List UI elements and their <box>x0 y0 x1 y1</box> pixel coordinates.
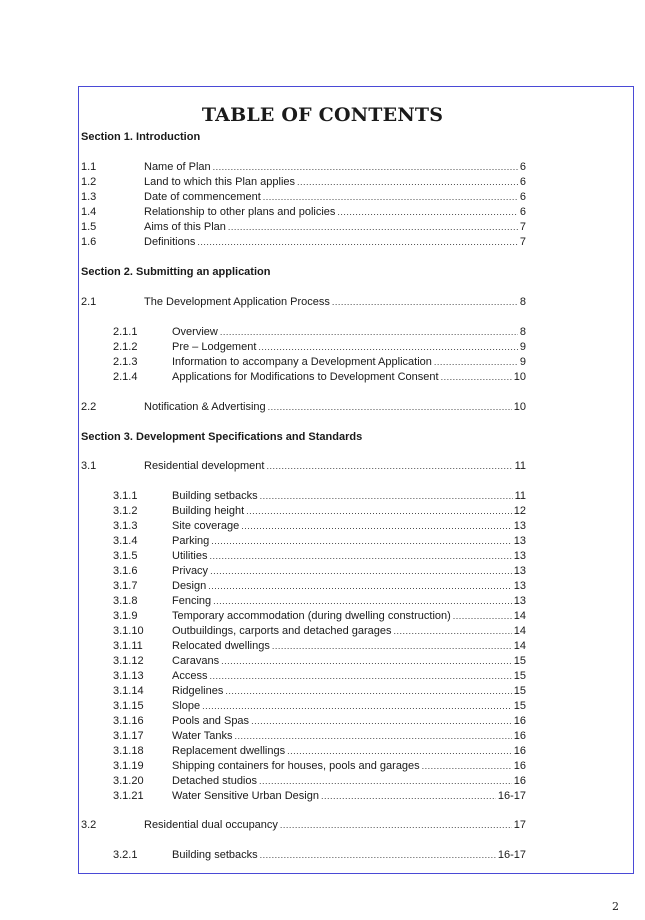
entry-title: Privacy <box>172 565 209 577</box>
entry-title: Access <box>172 670 208 682</box>
entry-page: 15 <box>513 700 526 712</box>
entry-page: 16 <box>513 730 526 742</box>
entry-page: 10 <box>513 401 526 413</box>
dot-leader <box>260 489 513 503</box>
toc-entry[interactable] <box>113 639 526 653</box>
toc-entry[interactable] <box>113 729 526 743</box>
dot-leader <box>259 774 512 788</box>
toc-entry[interactable] <box>81 235 526 249</box>
toc-entry[interactable] <box>113 744 526 758</box>
dot-leader <box>197 235 518 249</box>
dot-leader <box>209 669 511 683</box>
entry-page: 16-17 <box>497 849 526 861</box>
entry-title: Building height <box>172 505 245 517</box>
toc-entry[interactable] <box>113 594 526 608</box>
toc-entry[interactable] <box>113 579 526 593</box>
toc-entry[interactable] <box>81 205 526 219</box>
entry-page: 13 <box>513 550 526 562</box>
entry-number: 3.1.6 <box>113 565 138 577</box>
entry-title: Pre – Lodgement <box>172 341 257 353</box>
entry-page: 15 <box>513 655 526 667</box>
entry-page: 15 <box>513 670 526 682</box>
dot-leader <box>221 654 512 668</box>
entry-page: 11 <box>514 460 526 472</box>
entry-title: Definitions <box>144 236 196 248</box>
dot-leader <box>422 759 512 773</box>
toc-entry[interactable] <box>113 549 526 563</box>
entry-number: 1.3 <box>81 191 97 203</box>
entry-title: Building setbacks <box>172 490 258 502</box>
entry-number: 1.1 <box>81 161 97 173</box>
entry-title: Ridgelines <box>172 685 224 697</box>
entry-page: 9 <box>519 341 526 353</box>
entry-title: Design <box>172 580 207 592</box>
entry-page: 7 <box>519 221 526 233</box>
entry-title: Residential development <box>144 460 265 472</box>
toc-entry[interactable] <box>113 370 526 384</box>
toc-entry[interactable] <box>113 519 526 533</box>
entry-number: 3.1.12 <box>113 655 144 667</box>
entry-page: 6 <box>519 206 526 218</box>
dot-leader <box>272 639 512 653</box>
toc-entry[interactable] <box>113 684 526 698</box>
dot-leader <box>225 684 511 698</box>
dot-leader <box>280 818 512 832</box>
entry-number: 3.1.17 <box>113 730 144 742</box>
toc-entry[interactable] <box>113 340 526 354</box>
entry-number: 3.1 <box>81 460 97 472</box>
entry-title: Applications for Modifications to Development Consent <box>172 371 439 383</box>
toc-entry[interactable] <box>81 160 526 174</box>
toc-entry[interactable] <box>113 534 526 548</box>
entry-number: 3.1.20 <box>113 775 144 787</box>
dot-leader <box>321 789 496 803</box>
entry-title: Caravans <box>172 655 220 667</box>
entry-page: 14 <box>513 610 526 622</box>
dot-leader <box>202 699 512 713</box>
entry-title: Fencing <box>172 595 212 607</box>
entry-title: Water Sensitive Urban Design <box>172 790 319 802</box>
entry-number: 1.5 <box>81 221 97 233</box>
entry-page: 6 <box>519 176 526 188</box>
entry-page: 8 <box>519 296 526 308</box>
entry-number: 3.1.8 <box>113 595 138 607</box>
entry-title: Overview <box>172 326 218 338</box>
entry-page: 10 <box>513 371 526 383</box>
toc-entry[interactable] <box>113 654 526 668</box>
dot-leader <box>213 160 518 174</box>
entry-title: Temporary accommodation (during dwelling construction) <box>172 610 451 622</box>
entry-number: 3.1.11 <box>113 640 143 652</box>
entry-number: 2.1.3 <box>113 356 138 368</box>
dot-leader <box>241 519 511 533</box>
entry-number: 3.1.10 <box>113 625 144 637</box>
dot-leader <box>287 744 512 758</box>
entry-number: 2.2 <box>81 401 97 413</box>
entry-page: 6 <box>519 191 526 203</box>
entry-number: 2.1.1 <box>113 326 138 338</box>
entry-title: Information to accompany a Development Application <box>172 356 432 368</box>
entry-title: Slope <box>172 700 201 712</box>
entry-page: 13 <box>513 595 526 607</box>
entry-title: Shipping containers for houses, pools and garages <box>172 760 420 772</box>
dot-leader <box>260 848 496 862</box>
toc-entry[interactable] <box>81 400 526 414</box>
dot-leader <box>332 295 518 309</box>
entry-number: 2.1.2 <box>113 341 138 353</box>
dot-leader <box>297 175 518 189</box>
entry-number: 3.1.19 <box>113 760 144 772</box>
entry-title: Pools and Spas <box>172 715 250 727</box>
entry-number: 3.1.9 <box>113 610 138 622</box>
toc-entry[interactable] <box>113 759 526 773</box>
page-title: TABLE OF CONTENTS <box>201 104 444 126</box>
entry-title: Relocated dwellings <box>172 640 270 652</box>
dot-leader <box>258 340 517 354</box>
entry-page: 14 <box>513 640 526 652</box>
entry-title: Residential dual occupancy <box>144 819 278 831</box>
toc-entry[interactable] <box>81 459 526 473</box>
entry-number: 2.1 <box>81 296 97 308</box>
toc-entry[interactable] <box>113 609 526 623</box>
entry-page: 16 <box>513 745 526 757</box>
entry-page: 13 <box>513 565 526 577</box>
entry-number: 2.1.4 <box>113 371 138 383</box>
entry-number: 3.1.7 <box>113 580 138 592</box>
entry-number: 3.1.14 <box>113 685 144 697</box>
entry-number: 1.6 <box>81 236 97 248</box>
entry-page: 17 <box>513 819 526 831</box>
entry-page: 13 <box>513 580 526 592</box>
entry-number: 3.2.1 <box>113 849 138 861</box>
toc-entry[interactable] <box>113 325 526 339</box>
entry-title: Land to which this Plan applies <box>144 176 296 188</box>
toc-entry[interactable] <box>81 175 526 189</box>
entry-number: 3.2 <box>81 819 97 831</box>
entry-page: 14 <box>513 625 526 637</box>
entry-number: 3.1.18 <box>113 745 144 757</box>
toc-entry[interactable] <box>113 774 526 788</box>
entry-title: Outbuildings, carports and detached garages <box>172 625 392 637</box>
dot-leader <box>268 400 512 414</box>
dot-leader <box>220 325 518 339</box>
dot-leader <box>228 220 518 234</box>
dot-leader <box>251 714 512 728</box>
entry-number: 3.1.15 <box>113 700 144 712</box>
dot-leader <box>235 729 512 743</box>
entry-page: 15 <box>513 685 526 697</box>
toc-entry[interactable] <box>113 714 526 728</box>
entry-page: 8 <box>519 326 526 338</box>
entry-title: Building setbacks <box>172 849 258 861</box>
toc-entry[interactable] <box>113 489 526 503</box>
entry-number: 3.1.16 <box>113 715 144 727</box>
toc-entry[interactable] <box>113 504 526 518</box>
entry-title: Date of commencement <box>144 191 261 203</box>
dot-leader <box>211 534 511 548</box>
entry-page: 12 <box>513 505 526 517</box>
dot-leader <box>246 504 512 518</box>
toc-entry[interactable] <box>113 848 526 862</box>
toc-entry[interactable] <box>113 355 526 369</box>
section-heading: Section 3. Development Specifications and Standards <box>81 431 363 443</box>
entry-page: 6 <box>519 161 526 173</box>
entry-page: 16 <box>513 760 526 772</box>
page-number: 2 <box>612 900 619 913</box>
toc-entry[interactable] <box>113 624 526 638</box>
entry-page: 9 <box>519 356 526 368</box>
entry-number: 3.1.2 <box>113 505 138 517</box>
dot-leader <box>263 190 518 204</box>
section-heading: Section 1. Introduction <box>81 131 201 143</box>
entry-page: 7 <box>519 236 526 248</box>
entry-title: Water Tanks <box>172 730 233 742</box>
entry-page: 11 <box>514 490 526 502</box>
entry-page: 16-17 <box>497 790 526 802</box>
entry-title: Parking <box>172 535 210 547</box>
toc-entry[interactable] <box>113 789 526 803</box>
entry-title: Aims of this Plan <box>144 221 226 233</box>
dot-leader <box>213 594 512 608</box>
dot-leader <box>266 459 512 473</box>
entry-number: 3.1.21 <box>113 790 144 802</box>
entry-number: 3.1.1 <box>113 490 138 502</box>
toc-entry[interactable] <box>113 669 526 683</box>
dot-leader <box>453 609 512 623</box>
toc-entry[interactable] <box>81 818 526 832</box>
dot-leader <box>441 370 512 384</box>
toc-entry[interactable] <box>113 564 526 578</box>
dot-leader <box>210 564 512 578</box>
dot-leader <box>337 205 517 219</box>
toc-entry[interactable] <box>81 220 526 234</box>
entry-page: 13 <box>513 520 526 532</box>
entry-page: 13 <box>513 535 526 547</box>
toc-entry[interactable] <box>113 699 526 713</box>
entry-title: Replacement dwellings <box>172 745 286 757</box>
section-heading: Section 2. Submitting an application <box>81 266 271 278</box>
dot-leader <box>434 355 518 369</box>
entry-title: Notification & Advertising <box>144 401 266 413</box>
entry-title: Site coverage <box>172 520 240 532</box>
entry-number: 3.1.4 <box>113 535 138 547</box>
entry-title: Name of Plan <box>144 161 211 173</box>
entry-title: Detached studios <box>172 775 257 787</box>
dot-leader <box>209 549 511 563</box>
entry-title: Relationship to other plans and policies <box>144 206 336 218</box>
dot-leader <box>208 579 512 593</box>
entry-number: 1.2 <box>81 176 97 188</box>
toc-entry[interactable] <box>81 295 526 309</box>
entry-page: 16 <box>513 715 526 727</box>
entry-number: 1.4 <box>81 206 97 218</box>
entry-title: The Development Application Process <box>144 296 330 308</box>
entry-number: 3.1.13 <box>113 670 144 682</box>
toc-entry[interactable] <box>81 190 526 204</box>
entry-page: 16 <box>513 775 526 787</box>
entry-number: 3.1.5 <box>113 550 138 562</box>
entry-title: Utilities <box>172 550 208 562</box>
dot-leader <box>394 624 512 638</box>
entry-number: 3.1.3 <box>113 520 138 532</box>
